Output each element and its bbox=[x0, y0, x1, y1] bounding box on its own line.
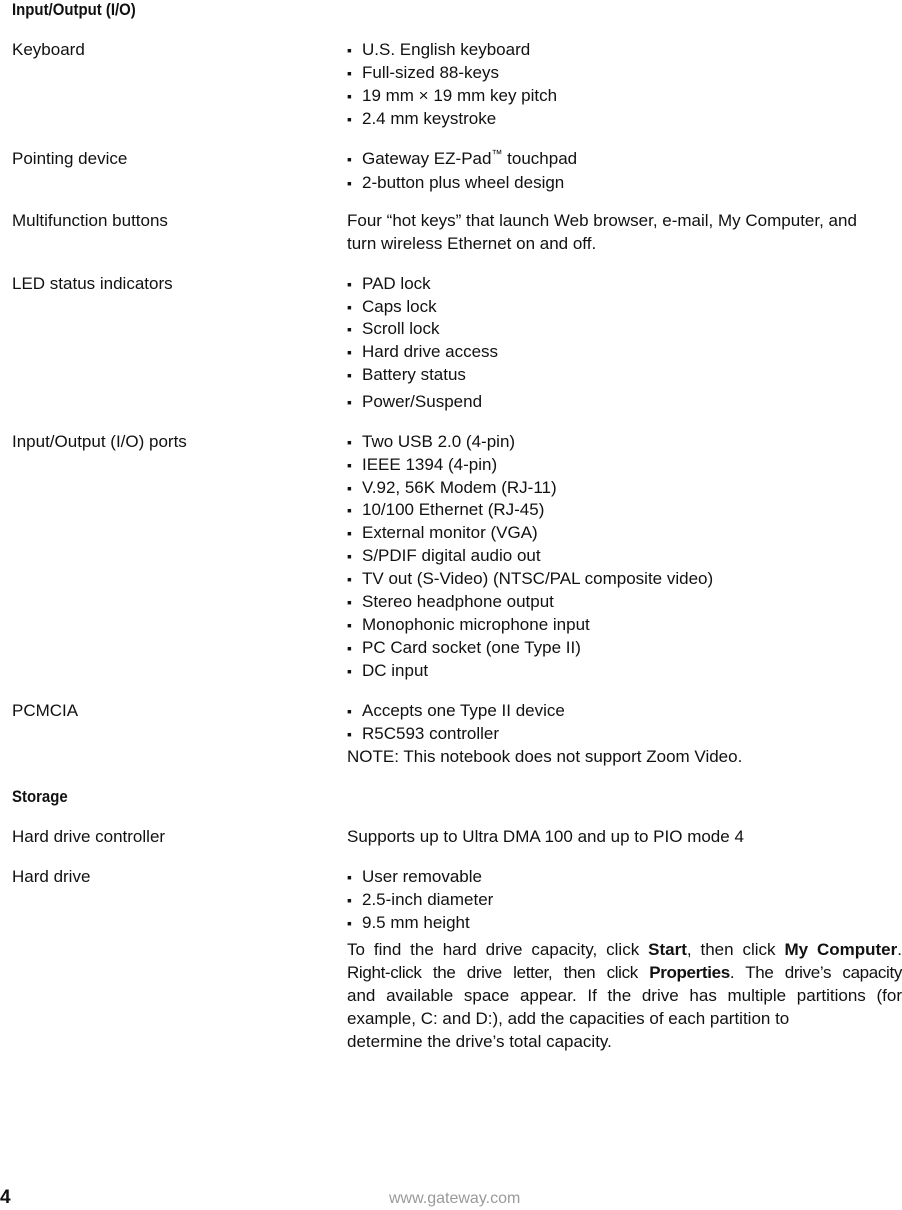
port-item: ▪ Monophonic microphone input bbox=[362, 615, 590, 635]
hard-drive-controller-value: Supports up to Ultra DMA 100 and up to PIO mode 4 bbox=[347, 827, 744, 846]
para-line: To find the hard drive capacity, click Start, then click My Computer. bbox=[347, 940, 902, 959]
port-item: ▪ V.92, 56K Modem (RJ-11) bbox=[362, 478, 557, 498]
start-keyword: Start bbox=[648, 940, 687, 959]
multifunction-desc-line2: turn wireless Ethernet on and off. bbox=[347, 234, 597, 253]
para-line: Right-click the drive letter, then click Properties. The drive’s capacity bbox=[347, 963, 902, 982]
led-item: ▪ Caps lock bbox=[362, 297, 437, 317]
port-item: ▪ S/PDIF digital audio out bbox=[362, 546, 541, 566]
hard-drive-capacity-instructions bbox=[347, 938, 902, 1053]
pcmcia-item: ▪ Accepts one Type II device bbox=[362, 701, 565, 721]
keyboard-item: ▪ 2.4 mm keystroke bbox=[362, 109, 496, 129]
pointing-item: ▪ Gateway EZ-Pad™ touchpad bbox=[362, 149, 577, 169]
label-io-ports: Input/Output (I/O) ports bbox=[12, 432, 187, 451]
port-item: ▪ DC input bbox=[362, 661, 428, 681]
led-item: ▪ Battery status bbox=[362, 365, 466, 385]
section-heading-io: Input/Output (I/O) bbox=[12, 0, 136, 19]
label-led-status: LED status indicators bbox=[12, 274, 173, 293]
pcmcia-item: ▪ R5C593 controller bbox=[362, 724, 499, 744]
properties-keyword: Properties bbox=[649, 963, 730, 982]
keyboard-item: ▪ U.S. English keyboard bbox=[362, 40, 530, 60]
footer-url: www.gateway.com bbox=[389, 1190, 521, 1207]
led-item: ▪ PAD lock bbox=[362, 274, 431, 294]
port-item: ▪ IEEE 1394 (4-pin) bbox=[362, 455, 497, 475]
my-computer-keyword: My Computer bbox=[784, 940, 898, 959]
pointing-item: ▪ 2-button plus wheel design bbox=[362, 173, 564, 193]
section-heading-storage: Storage bbox=[12, 787, 68, 806]
trademark-symbol: ™ bbox=[491, 148, 503, 161]
label-keyboard: Keyboard bbox=[12, 40, 85, 59]
hard-drive-item: ▪ User removable bbox=[362, 867, 482, 887]
pcmcia-note: NOTE: This notebook does not support Zoom Video. bbox=[347, 747, 743, 766]
port-item: ▪ Two USB 2.0 (4-pin) bbox=[362, 432, 515, 452]
keyboard-item: ▪ Full-sized 88-keys bbox=[362, 63, 499, 83]
para-line: and available space appear. If the drive has multiple partitions (for bbox=[347, 986, 902, 1005]
para-line: example, C: and D:), add the capacities of each partition to bbox=[347, 1009, 790, 1028]
port-item: ▪ TV out (S-Video) (NTSC/PAL composite video) bbox=[362, 569, 713, 589]
hard-drive-item: ▪ 2.5-inch diameter bbox=[362, 890, 493, 910]
hard-drive-item: ▪ 9.5 mm height bbox=[362, 913, 470, 933]
multifunction-desc-line1: Four “hot keys” that launch Web browser, e-mail, My Computer, and bbox=[347, 211, 857, 230]
keyboard-item: ▪ 19 mm × 19 mm key pitch bbox=[362, 86, 557, 106]
port-item: ▪ PC Card socket (one Type II) bbox=[362, 638, 581, 658]
label-pcmcia: PCMCIA bbox=[12, 701, 79, 720]
page-number: 4 bbox=[0, 1187, 11, 1208]
para-line: determine the drive’s total capacity. bbox=[347, 1032, 612, 1051]
label-pointing-device: Pointing device bbox=[12, 149, 128, 168]
port-item: ▪ External monitor (VGA) bbox=[362, 523, 538, 543]
led-item: ▪ Hard drive access bbox=[362, 342, 498, 362]
port-item: ▪ Stereo headphone output bbox=[362, 592, 554, 612]
label-hard-drive: Hard drive bbox=[12, 867, 91, 886]
label-hard-drive-controller: Hard drive controller bbox=[12, 827, 166, 846]
label-multifunction-buttons: Multifunction buttons bbox=[12, 211, 168, 230]
led-item: ▪ Scroll lock bbox=[362, 319, 439, 339]
port-item: ▪ 10/100 Ethernet (RJ-45) bbox=[362, 500, 544, 520]
led-item: ▪ Power/Suspend bbox=[362, 392, 482, 412]
